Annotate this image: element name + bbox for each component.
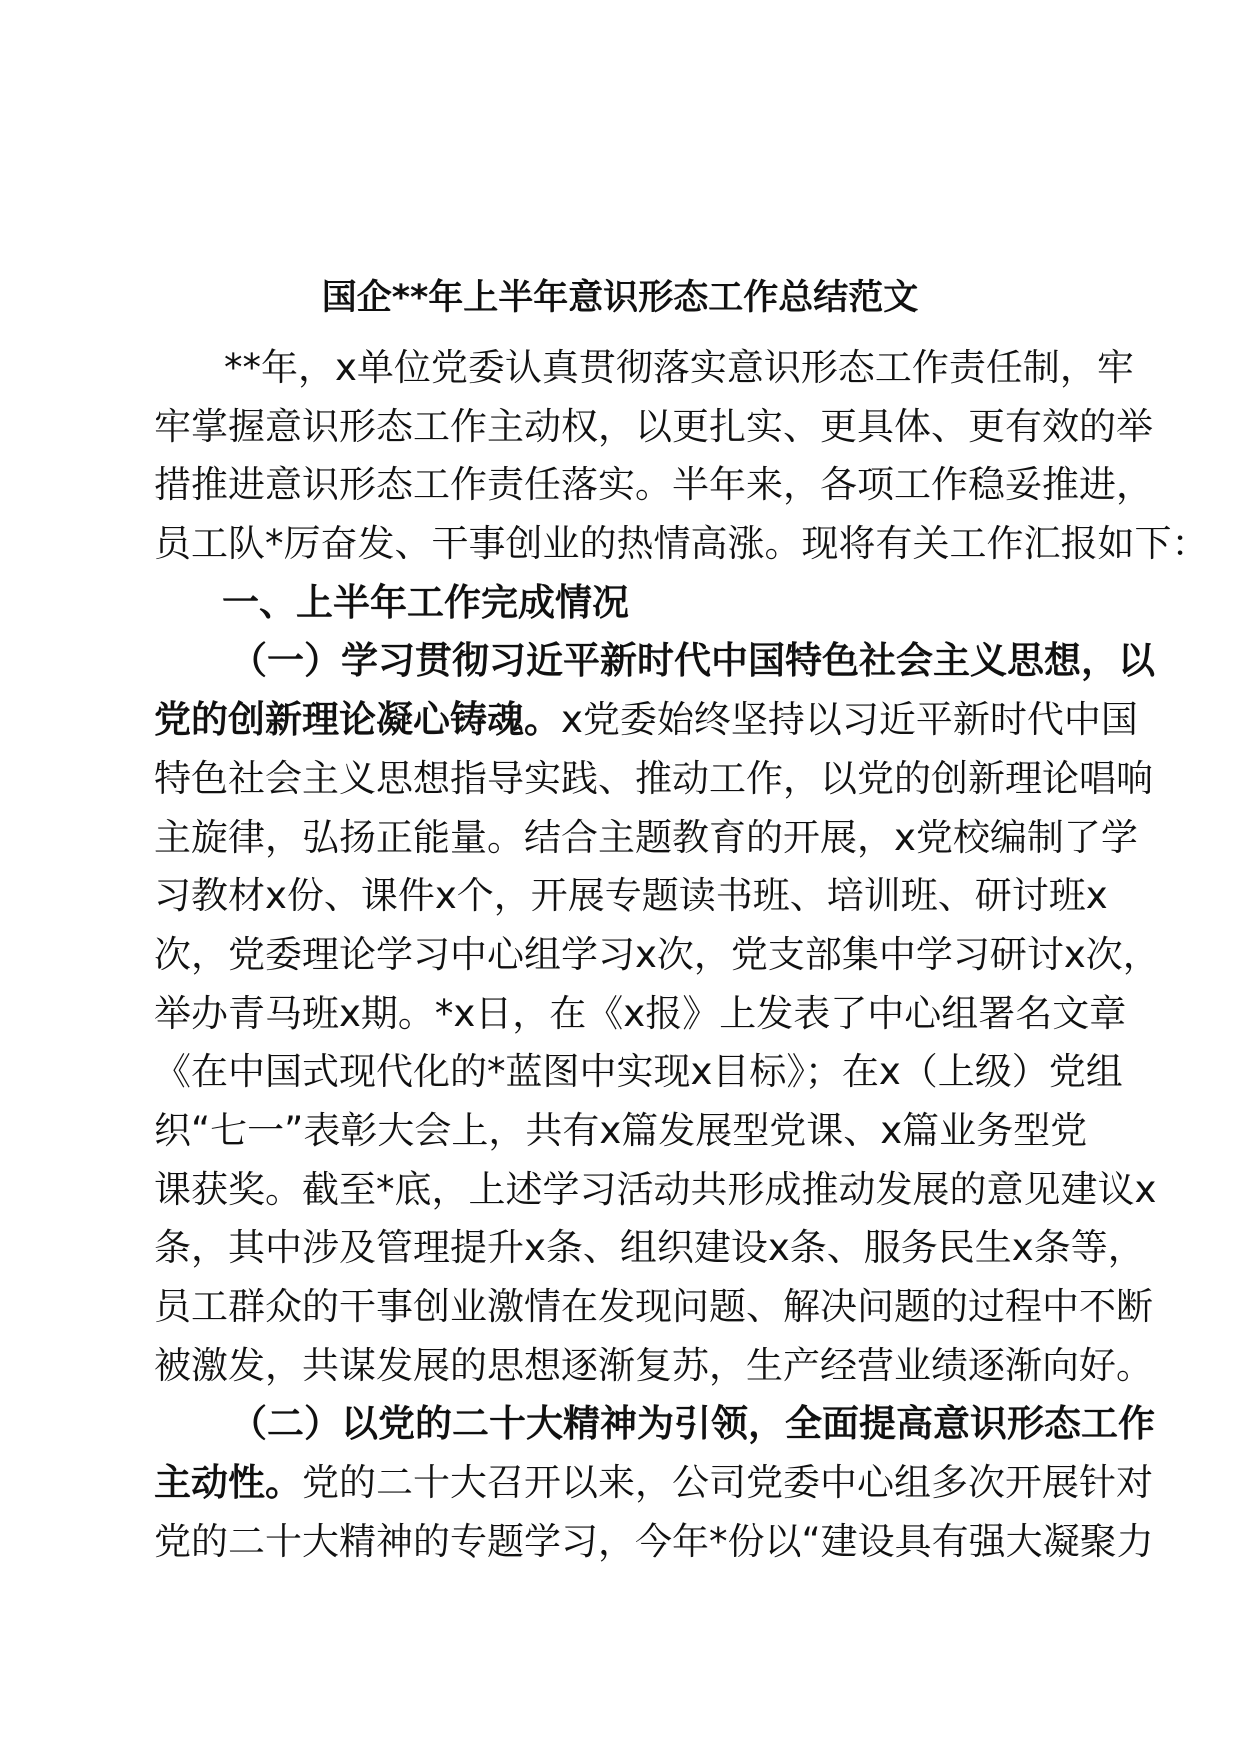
paragraph-text: 党的二十大召开以来，公司党委中心组多次开展针对 <box>302 1461 1153 1505</box>
paragraph-line: 举办青马班x期。*x日，在《x报》上发表了中心组署名文章 <box>154 991 1127 1035</box>
subsection-heading-2 <box>154 1395 1155 1454</box>
document-title: 国企**年上半年意识形态工作总结范文 <box>321 278 919 318</box>
paragraph-line: 课获奖。截至*底，上述学习活动共形成推动发展的意见建议x <box>154 1167 1157 1211</box>
intro-line: 员工队*厉奋发、干事创业的热情高涨。现将有关工作汇报如下： <box>154 522 1209 566</box>
paragraph-line: 党的二十大精神的专题学习，今年*份以“建设具有强大凝聚力 <box>154 1519 1154 1563</box>
intro-line: 措推进意识形态工作责任落实。半年来，各项工作稳妥推进， <box>154 463 1153 507</box>
section-heading-text: 一、上半年工作完成情况 <box>222 580 629 624</box>
paragraph-line: 员工群众的干事创业激情在发现问题、解决问题的过程中不断 <box>154 1285 1153 1328</box>
section-heading <box>154 574 1084 633</box>
subsection-heading-tail: 主动性。 <box>154 1461 302 1505</box>
subsection-heading-tail: 党的创新理论凝心铸魂。 <box>154 698 561 742</box>
paragraph-line <box>154 1454 1153 1513</box>
paragraph-line: 被激发，共谋发展的思想逐渐复苏，生产经营业绩逐渐向好。 <box>154 1343 1153 1387</box>
subsection-heading-text: （二）以党的二十大精神为引领，全面提高意识形态工作 <box>230 1402 1155 1446</box>
paragraph-line: 特色社会主义思想指导实践、推动工作，以党的创新理论唱响 <box>154 756 1153 800</box>
subsection-heading-text: （一）学习贯彻习近平新时代中国特色社会主义思想，以 <box>230 639 1155 683</box>
intro-line: **年，x单位党委认真贯彻落实意识形态工作责任制，牢 <box>224 346 1134 389</box>
paragraph-line: 次，党委理论学习中心组学习x次，党支部集中学习研讨x次， <box>154 932 1160 976</box>
subsection-heading-1 <box>154 632 1155 691</box>
paragraph-line: 织“七一”表彰大会上，共有x篇发展型党课、x篇业务型党 <box>154 1108 1088 1152</box>
paragraph-line: 习教材x份、课件x个，开展专题读书班、培训班、研讨班x <box>154 874 1108 918</box>
intro-line: 牢掌握意识形态工作主动权，以更扎实、更具体、更有效的举 <box>154 404 1153 448</box>
paragraph-line: 条，其中涉及管理提升x条、组织建设x条、服务民生x条等， <box>154 1226 1145 1270</box>
paragraph-line <box>154 691 1138 750</box>
paragraph-text: x党委始终坚持以习近平新时代中国 <box>561 698 1138 742</box>
document-body <box>154 339 1209 1571</box>
paragraph-line: 主旋律，弘扬正能量。结合主题教育的开展，x党校编制了学 <box>154 815 1138 859</box>
paragraph-line: 《在中国式现代化的*蓝图中实现x目标》；在x（上级）党组 <box>154 1050 1123 1094</box>
